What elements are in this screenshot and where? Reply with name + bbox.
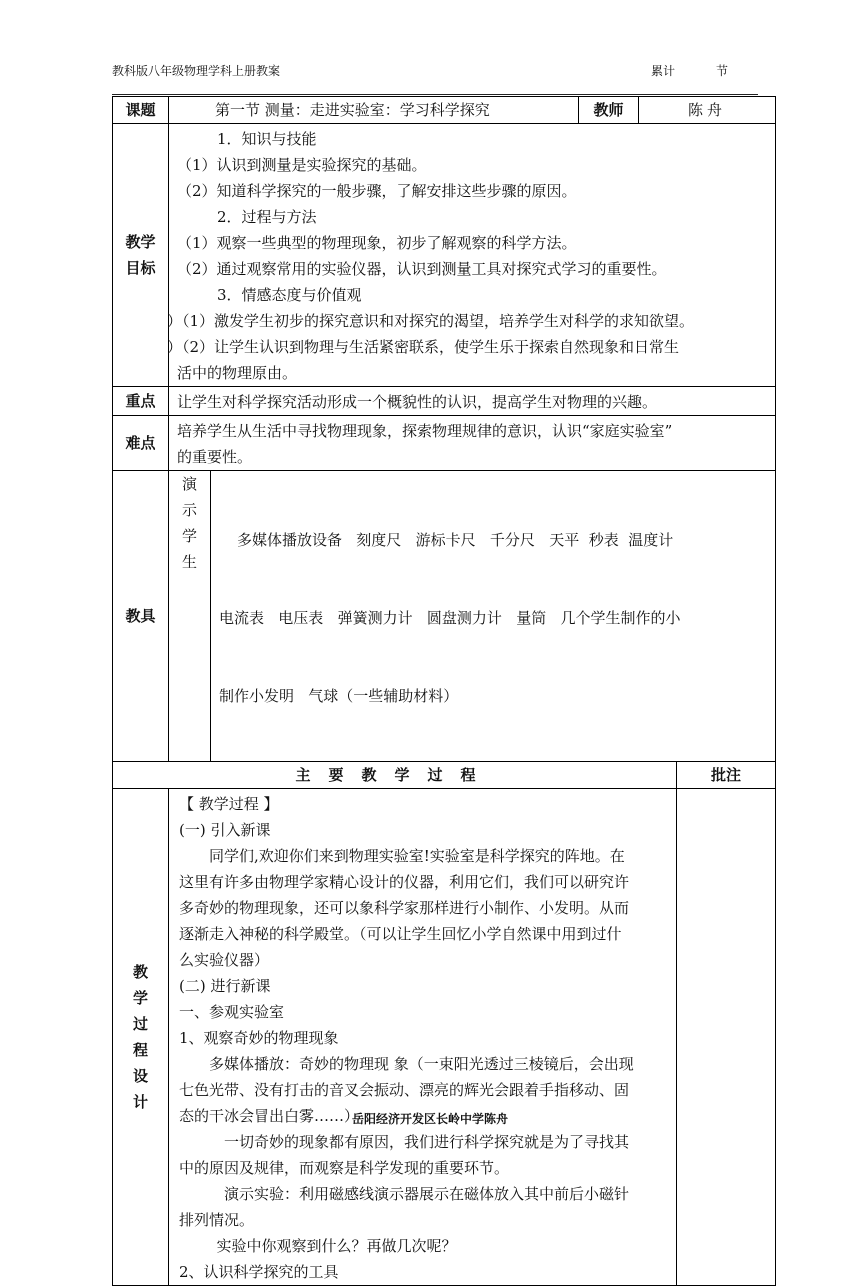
process-label-char: 计 [132, 1093, 148, 1111]
process-label-char: 过 [132, 1015, 148, 1033]
process-line: 排列情况。 [179, 1211, 255, 1229]
objective-line: （2）知道科学探究的一般步骤，了解安排这些步骤的原因。 [177, 182, 577, 200]
tools-sub-char: 生 [181, 553, 197, 571]
tools-sub-char: 示 [181, 501, 197, 519]
objective-line: ）（2）让学生认识到物理与生活紧密联系，使学生乐于探索自然现象和日常生 [167, 338, 680, 356]
difficulty-line: 的重要性。 [177, 448, 253, 466]
objective-heading-attitude: 3．情感态度与价值观 [217, 286, 362, 304]
process-line: 2、认识科学探究的工具 [179, 1263, 339, 1281]
header-section-label: 节 [716, 64, 729, 78]
process-label-char: 教 [132, 963, 148, 981]
process-line: 同学们,欢迎你们来到物理实验室!实验室是科学探究的阵地。在 [209, 847, 625, 865]
header-count-label: 累计 [651, 64, 676, 78]
process-line: 么实验仪器） [179, 951, 270, 969]
tools-label: 教具 [113, 471, 169, 762]
objective-line: ）（1）激发学生初步的探究意识和对探究的渴望，培养学生对科学的求知欲望。 [167, 312, 695, 330]
notes-cell [677, 789, 776, 1286]
process-line: 中的原因及规律，而观察是科学发现的重要环节。 [179, 1159, 510, 1177]
objectives-label-line-2: 目标 [125, 259, 156, 277]
header-course-title: 教科版八年级物理学科上册教案 [112, 64, 281, 78]
objective-line: （1）认识到测量是实验探究的基础。 [177, 156, 427, 174]
process-header: 主要教学过程 [113, 762, 677, 789]
process-header-row [113, 762, 776, 789]
process-line: 【 教学过程 】 [179, 795, 279, 813]
tools-content [211, 471, 776, 762]
objectives-content [169, 124, 776, 387]
process-line: 多奇妙的物理现象，还可以象科学家那样进行小制作、小发明。从而 [179, 899, 630, 917]
process-line: 这里有许多由物理学家精心设计的仪器，利用它们，我们可以研究许 [179, 873, 630, 891]
title-row [113, 97, 776, 124]
footer: 岳阳经济开发区长岭中学陈舟 [351, 1112, 508, 1126]
key-point-text: 让学生对科学探究活动形成一个概貌性的认识，提高学生对物理的兴趣。 [169, 387, 776, 416]
difficulty-line: 培养学生从生活中寻找物理现象，探索物理规律的意识，认识“家庭实验室” [177, 422, 673, 440]
difficulty-content [169, 416, 776, 471]
difficulty-row [113, 416, 776, 471]
teacher-label: 教师 [579, 97, 639, 124]
process-label-char: 程 [132, 1041, 148, 1059]
teacher-name: 陈舟 [639, 97, 776, 124]
process-row [113, 789, 776, 1286]
tools-row [113, 471, 776, 762]
title-label: 课题 [113, 97, 169, 124]
header-rule [112, 94, 758, 95]
notes-header: 批注 [677, 762, 776, 789]
process-label [113, 789, 169, 1286]
tools-line: 制作小发明 气球（一些辅助材料） [219, 687, 459, 705]
process-line: 一切奇妙的现象都有原因，我们进行科学探究就是为了寻找其 [224, 1133, 630, 1151]
objective-line: （1）观察一些典型的物理现象，初步了解观察的科学方法。 [177, 234, 577, 252]
lesson-plan-table [112, 96, 776, 1286]
tools-line: 多媒体播放设备 刻度尺 游标卡尺 千分尺 天平 秒表 温度计 [237, 531, 674, 549]
tools-sub-char: 演 [181, 475, 197, 493]
difficulty-label: 难点 [113, 416, 169, 471]
process-label-char: 学 [132, 989, 148, 1007]
process-label-char: 设 [132, 1067, 148, 1085]
key-point-row [113, 387, 776, 416]
process-line: 一、参观实验室 [179, 1003, 285, 1021]
lesson-title: 第一节 测量：走进实验室：学习科学探究 [169, 97, 579, 124]
objectives-row [113, 124, 776, 387]
process-line: (二) 进行新课 [179, 977, 271, 995]
tools-sub-label [169, 471, 211, 762]
objective-heading-knowledge: 1．知识与技能 [217, 130, 317, 148]
process-content [169, 789, 677, 1286]
process-line: 演示实验：利用磁感线演示器展示在磁体放入其中前后小磁针 [224, 1185, 630, 1203]
objective-heading-process: 2．过程与方法 [217, 208, 317, 226]
process-line: 实验中你观察到什么？再做几次呢？ [216, 1237, 457, 1255]
process-line: 态的干冰会冒出白雾……） [179, 1107, 360, 1125]
process-line: 1、观察奇妙的物理现象 [179, 1029, 339, 1047]
objectives-label [113, 124, 169, 387]
key-point-label: 重点 [113, 387, 169, 416]
process-line: 逐渐走入神秘的科学殿堂。（可以让学生回忆小学自然课中用到过什 [179, 925, 622, 943]
objective-line: （2）通过观察常用的实验仪器，认识到测量工具对探究式学习的重要性。 [177, 260, 667, 278]
objectives-label-line-1: 教学 [125, 233, 156, 251]
process-line: 多媒体播放：奇妙的物理现 象（一束阳光透过三棱镜后，会出现 [209, 1055, 634, 1073]
objective-line: 活中的物理原由。 [177, 364, 298, 382]
process-line: 七色光带、没有打击的音叉会振动、漂亮的辉光会跟着手指移动、固 [179, 1081, 630, 1099]
tools-line: 电流表 电压表 弹簧测力计 圆盘测力计 量筒 几个学生制作的小 [219, 609, 681, 627]
process-line: (一) 引入新课 [179, 821, 271, 839]
tools-sub-char: 学 [181, 527, 197, 545]
